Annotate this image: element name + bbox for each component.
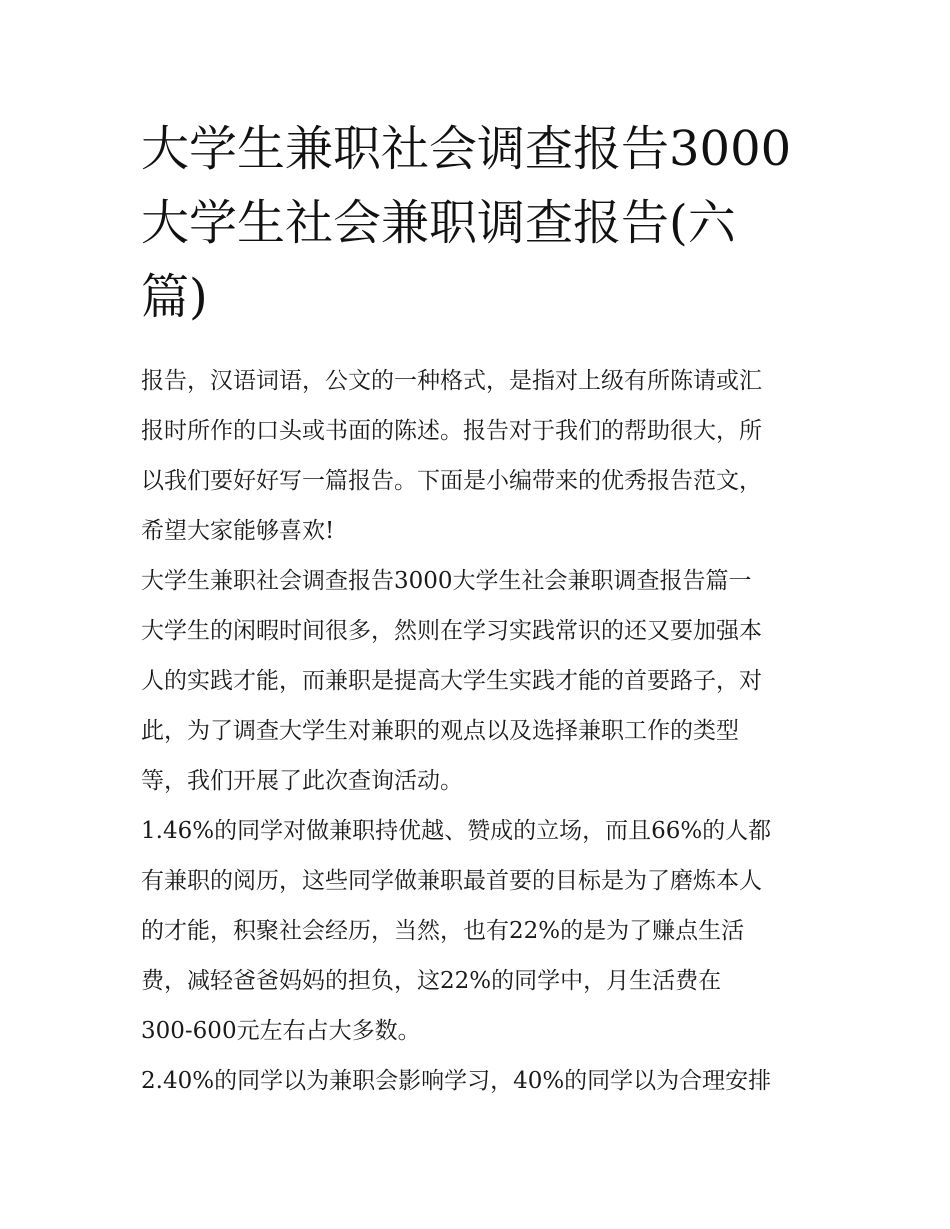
text-line: 报时所作的口头或书面的陈述。报告对于我们的帮助很大，所 bbox=[141, 418, 762, 444]
text-line: 等，我们开展了此次查询活动。 bbox=[141, 768, 463, 794]
text-line: 人的实践才能，而兼职是提高大学生实践才能的首要路子，对 bbox=[141, 668, 762, 694]
text-line: 大学生的闲暇时间很多，然则在学习实践常识的还又要加强本 bbox=[141, 618, 762, 644]
text-line: 希望大家能够喜欢! bbox=[141, 518, 335, 544]
text-line: 大学生兼职社会调查报告3000大学生社会兼职调查报告篇一 bbox=[141, 568, 752, 594]
section-heading bbox=[141, 556, 821, 606]
text-line: 此，为了调查大学生对兼职的观点以及选择兼职工作的类型 bbox=[141, 718, 739, 744]
title-line: 大学生社会兼职调查报告(六 bbox=[141, 195, 736, 251]
finding-paragraph-1 bbox=[141, 806, 821, 1056]
finding-paragraph-2 bbox=[141, 1056, 821, 1106]
text-line: 以我们要好好写一篇报告。下面是小编带来的优秀报告范文， bbox=[141, 468, 762, 494]
text-line: 2.40%的同学以为兼职会影响学习，40%的同学以为合理安排 bbox=[141, 1068, 772, 1094]
text-line: 报告，汉语词语，公文的一种格式，是指对上级有所陈请或汇 bbox=[141, 368, 762, 394]
title-line: 篇) bbox=[141, 269, 208, 325]
body-paragraph bbox=[141, 606, 821, 806]
title-line: 大学生兼职社会调查报告3000 bbox=[141, 121, 792, 177]
document-title bbox=[141, 112, 821, 334]
text-line: 有兼职的阅历，这些同学做兼职最首要的目标是为了磨炼本人 bbox=[141, 868, 762, 894]
document-body bbox=[141, 356, 821, 1106]
text-line: 300-600元左右占大多数。 bbox=[141, 1018, 421, 1044]
text-line: 的才能，积聚社会经历，当然，也有22%的是为了赚点生活 bbox=[141, 918, 745, 944]
text-line: 费，减轻爸爸妈妈的担负，这22%的同学中，月生活费在 bbox=[141, 968, 722, 994]
text-line: 1.46%的同学对做兼职持优越、赞成的立场，而且66%的人都 bbox=[141, 818, 772, 844]
intro-paragraph bbox=[141, 356, 821, 556]
